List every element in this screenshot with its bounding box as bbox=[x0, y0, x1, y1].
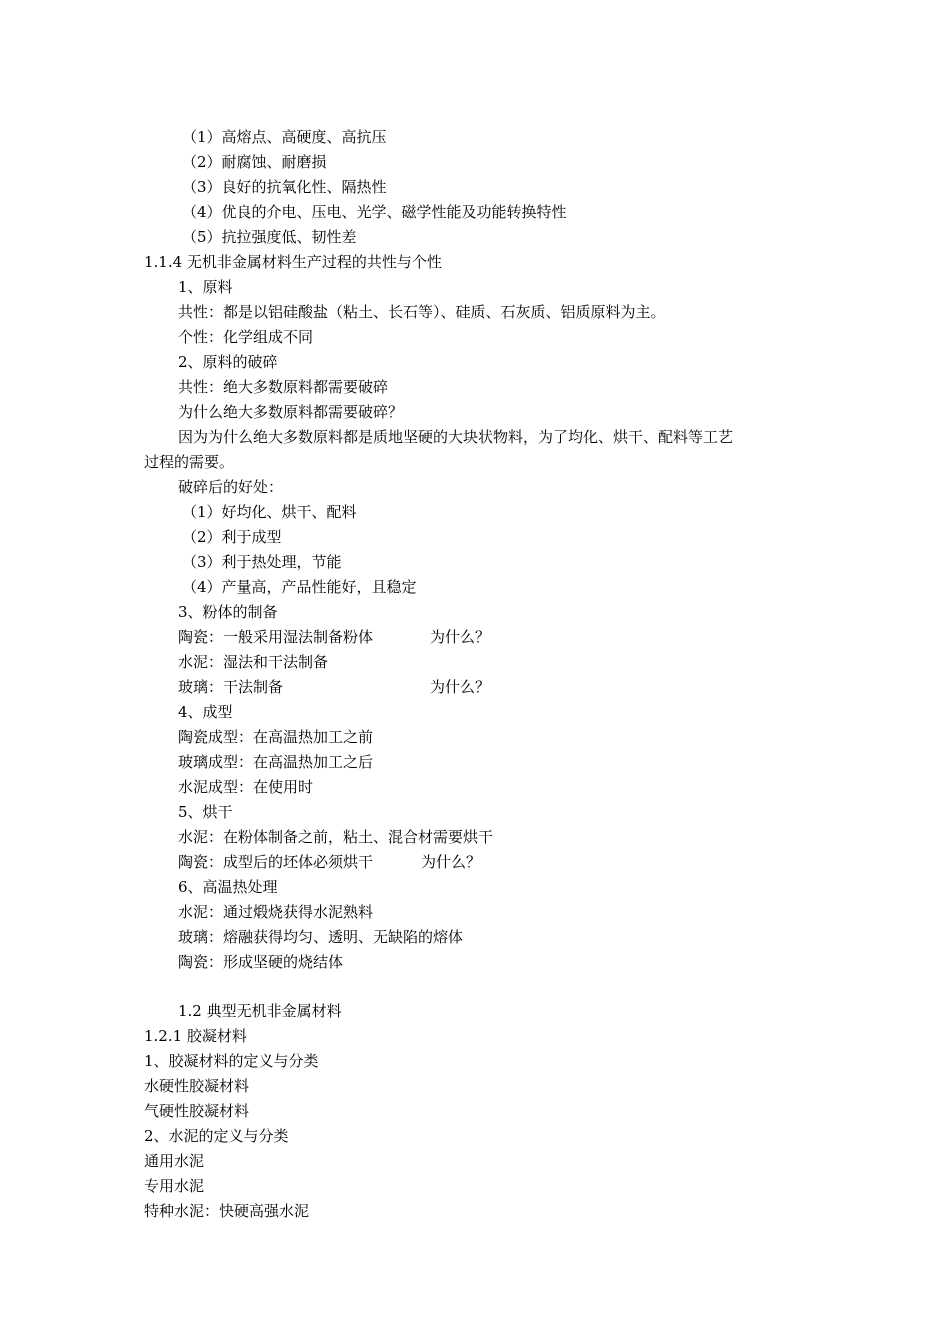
powder-glass-question: 为什么？ bbox=[430, 678, 491, 696]
binder-type-item: 水硬性胶凝材料 bbox=[144, 1077, 250, 1095]
powder-cement: 水泥：湿法和干法制备 bbox=[178, 653, 329, 671]
crush-benefit-item: （2）利于成型 bbox=[182, 528, 282, 546]
drying-title: 5、烘干 bbox=[178, 803, 233, 821]
powder-ceramic: 陶瓷：一般采用湿法制备粉体 bbox=[178, 628, 374, 646]
forming-item: 水泥成型：在使用时 bbox=[178, 778, 314, 796]
crush-answer-continued: 过程的需要。 bbox=[144, 453, 235, 471]
heat-item: 陶瓷：形成坚硬的烧结体 bbox=[178, 953, 344, 971]
crush-common: 共性：绝大多数原料都需要破碎 bbox=[178, 378, 389, 396]
raw-material-common: 共性：都是以铝硅酸盐（粘土、长石等）、硅质、石灰质、铝质原料为主。 bbox=[178, 303, 666, 321]
heat-item: 水泥：通过煅烧获得水泥熟料 bbox=[178, 903, 374, 921]
crush-answer: 因为为什么绝大多数原料都是质地坚硬的大块状物料，为了均化、烘干、配料等工艺 bbox=[178, 428, 734, 446]
heat-item: 玻璃：熔融获得均匀、透明、无缺陷的熔体 bbox=[178, 928, 464, 946]
cement-type-item: 专用水泥 bbox=[144, 1177, 205, 1195]
raw-material-individual: 个性：化学组成不同 bbox=[178, 328, 314, 346]
powder-title: 3、粉体的制备 bbox=[178, 603, 278, 621]
property-item: （2）耐腐蚀、耐磨损 bbox=[182, 153, 327, 171]
crush-benefit-item: （1）好均化、烘干、配料 bbox=[182, 503, 357, 521]
powder-glass: 玻璃：干法制备 bbox=[178, 678, 284, 696]
property-item: （4）优良的介电、压电、光学、磁学性能及功能转换特性 bbox=[182, 203, 567, 221]
forming-title: 4、成型 bbox=[178, 703, 233, 721]
property-item: （1）高熔点、高硬度、高抗压 bbox=[182, 128, 387, 146]
cement-definition-title: 2、水泥的定义与分类 bbox=[144, 1127, 289, 1145]
forming-item: 陶瓷成型：在高温热加工之前 bbox=[178, 728, 374, 746]
crush-benefit-item: （4）产量高，产品性能好，且稳定 bbox=[182, 578, 417, 596]
binder-definition-title: 1、胶凝材料的定义与分类 bbox=[144, 1052, 319, 1070]
section-heading-1-1-4: 1.1.4 无机非金属材料生产过程的共性与个性 bbox=[144, 253, 442, 271]
drying-cement: 水泥：在粉体制备之前，粘土、混合材需要烘干 bbox=[178, 828, 494, 846]
property-item: （5）抗拉强度低、韧性差 bbox=[182, 228, 357, 246]
drying-ceramic: 陶瓷：成型后的坯体必须烘干 bbox=[178, 853, 374, 871]
raw-material-title: 1、原料 bbox=[178, 278, 233, 296]
crush-benefit-item: （3）利于热处理，节能 bbox=[182, 553, 342, 571]
forming-item: 玻璃成型：在高温热加工之后 bbox=[178, 753, 374, 771]
crush-benefits-title: 破碎后的好处： bbox=[178, 478, 284, 496]
cement-type-item: 通用水泥 bbox=[144, 1152, 205, 1170]
crush-title: 2、原料的破碎 bbox=[178, 353, 278, 371]
heat-title: 6、高温热处理 bbox=[178, 878, 278, 896]
property-item: （3）良好的抗氧化性、隔热性 bbox=[182, 178, 387, 196]
binder-type-item: 气硬性胶凝材料 bbox=[144, 1102, 250, 1120]
section-heading-1-2: 1.2 典型无机非金属材料 bbox=[178, 1002, 342, 1020]
powder-ceramic-question: 为什么？ bbox=[430, 628, 491, 646]
cement-type-item: 特种水泥：快硬高强水泥 bbox=[144, 1202, 310, 1220]
subsection-heading-1-2-1: 1.2.1 胶凝材料 bbox=[144, 1027, 247, 1045]
drying-ceramic-question: 为什么？ bbox=[421, 853, 482, 871]
crush-question: 为什么绝大多数原料都需要破碎？ bbox=[178, 403, 404, 421]
